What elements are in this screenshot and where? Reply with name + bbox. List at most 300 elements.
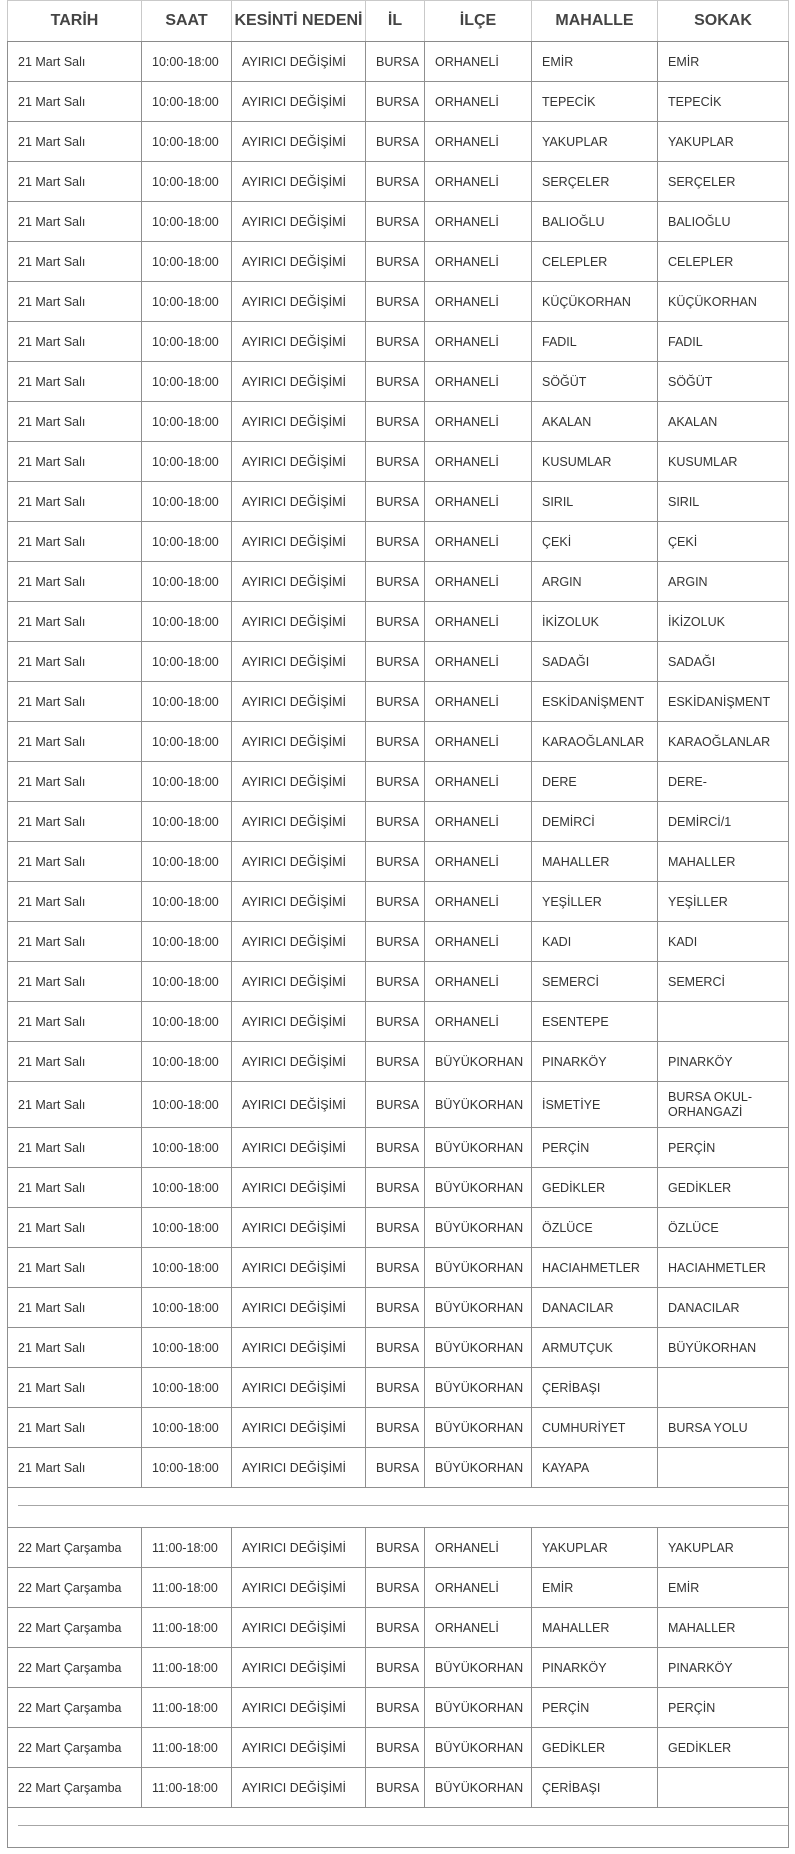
cell-il: BURSA	[366, 1288, 425, 1328]
cell-il: BURSA	[366, 962, 425, 1002]
cell-saat: 10:00-18:00	[142, 282, 232, 322]
cell-tarih: 21 Mart Salı	[8, 962, 142, 1002]
cell-il: BURSA	[366, 162, 425, 202]
cell-il: BURSA	[366, 1528, 425, 1568]
cell-sokak: PERÇİN	[658, 1128, 789, 1168]
cell-saat: 10:00-18:00	[142, 242, 232, 282]
cell-tarih: 21 Mart Salı	[8, 722, 142, 762]
cell-mahalle: EMİR	[532, 42, 658, 82]
cell-sokak: YEŞİLLER	[658, 882, 789, 922]
cell-sokak: PINARKÖY	[658, 1042, 789, 1082]
cell-saat: 10:00-18:00	[142, 322, 232, 362]
cell-sokak: PINARKÖY	[658, 1648, 789, 1688]
cell-saat: 11:00-18:00	[142, 1728, 232, 1768]
cell-il: BURSA	[366, 1368, 425, 1408]
cell-kesinti-nedeni: AYIRICI DEĞİŞİMİ	[232, 1002, 366, 1042]
cell-ilce: ORHANELİ	[425, 442, 532, 482]
cell-mahalle: KUSUMLAR	[532, 442, 658, 482]
cell-saat: 10:00-18:00	[142, 1002, 232, 1042]
cell-mahalle: CUMHURİYET	[532, 1408, 658, 1448]
cell-sokak: GEDİKLER	[658, 1168, 789, 1208]
cell-sokak	[658, 1002, 789, 1042]
table-row	[8, 242, 789, 282]
cell-tarih: 21 Mart Salı	[8, 882, 142, 922]
cell-mahalle: KAYAPA	[532, 1448, 658, 1488]
header-mahalle: MAHALLE	[532, 1, 658, 42]
cell-il: BURSA	[366, 1728, 425, 1768]
cell-ilce: BÜYÜKORHAN	[425, 1208, 532, 1248]
group-separator-cell	[8, 1808, 789, 1848]
cell-tarih: 21 Mart Salı	[8, 1128, 142, 1168]
cell-sokak: DERE-	[658, 762, 789, 802]
header-kesinti-nedeni: KESİNTİ NEDENİ	[232, 1, 366, 42]
cell-il: BURSA	[366, 762, 425, 802]
header-ilce: İLÇE	[425, 1, 532, 42]
cell-mahalle: GEDİKLER	[532, 1728, 658, 1768]
cell-tarih: 21 Mart Salı	[8, 1002, 142, 1042]
separator-line	[18, 1505, 788, 1506]
separator-line	[18, 1825, 788, 1826]
cell-sokak: ARGIN	[658, 562, 789, 602]
cell-tarih: 21 Mart Salı	[8, 442, 142, 482]
table-row	[8, 1688, 789, 1728]
cell-ilce: ORHANELİ	[425, 882, 532, 922]
cell-kesinti-nedeni: AYIRICI DEĞİŞİMİ	[232, 1608, 366, 1648]
cell-tarih: 21 Mart Salı	[8, 1408, 142, 1448]
cell-saat: 11:00-18:00	[142, 1768, 232, 1808]
cell-kesinti-nedeni: AYIRICI DEĞİŞİMİ	[232, 362, 366, 402]
table-row	[8, 682, 789, 722]
table-row	[8, 922, 789, 962]
cell-kesinti-nedeni: AYIRICI DEĞİŞİMİ	[232, 202, 366, 242]
table-row	[8, 562, 789, 602]
cell-saat: 10:00-18:00	[142, 522, 232, 562]
cell-mahalle: SÖĞÜT	[532, 362, 658, 402]
cell-saat: 10:00-18:00	[142, 122, 232, 162]
cell-saat: 10:00-18:00	[142, 642, 232, 682]
cell-ilce: BÜYÜKORHAN	[425, 1368, 532, 1408]
cell-il: BURSA	[366, 562, 425, 602]
cell-ilce: BÜYÜKORHAN	[425, 1248, 532, 1288]
cell-sokak: SÖĞÜT	[658, 362, 789, 402]
cell-mahalle: ESENTEPE	[532, 1002, 658, 1042]
cell-kesinti-nedeni: AYIRICI DEĞİŞİMİ	[232, 1408, 366, 1448]
cell-sokak: TEPECİK	[658, 82, 789, 122]
cell-tarih: 21 Mart Salı	[8, 1288, 142, 1328]
table-row	[8, 522, 789, 562]
cell-tarih: 22 Mart Çarşamba	[8, 1648, 142, 1688]
cell-kesinti-nedeni: AYIRICI DEĞİŞİMİ	[232, 1248, 366, 1288]
cell-mahalle: YAKUPLAR	[532, 1528, 658, 1568]
cell-il: BURSA	[366, 362, 425, 402]
cell-tarih: 21 Mart Salı	[8, 922, 142, 962]
cell-sokak: YAKUPLAR	[658, 1528, 789, 1568]
cell-mahalle: SADAĞI	[532, 642, 658, 682]
cell-ilce: ORHANELİ	[425, 762, 532, 802]
cell-sokak: GEDİKLER	[658, 1728, 789, 1768]
cell-tarih: 22 Mart Çarşamba	[8, 1728, 142, 1768]
cell-tarih: 22 Mart Çarşamba	[8, 1688, 142, 1728]
cell-tarih: 22 Mart Çarşamba	[8, 1528, 142, 1568]
cell-saat: 10:00-18:00	[142, 922, 232, 962]
cell-il: BURSA	[366, 402, 425, 442]
cell-sokak: KUSUMLAR	[658, 442, 789, 482]
cell-saat: 11:00-18:00	[142, 1688, 232, 1728]
cell-tarih: 21 Mart Salı	[8, 282, 142, 322]
cell-ilce: ORHANELİ	[425, 482, 532, 522]
cell-saat: 10:00-18:00	[142, 1248, 232, 1288]
cell-kesinti-nedeni: AYIRICI DEĞİŞİMİ	[232, 162, 366, 202]
cell-il: BURSA	[366, 1768, 425, 1808]
cell-mahalle: PERÇİN	[532, 1688, 658, 1728]
table-row	[8, 1208, 789, 1248]
cell-tarih: 21 Mart Salı	[8, 1328, 142, 1368]
cell-sokak	[658, 1448, 789, 1488]
table-row	[8, 1082, 789, 1128]
cell-saat: 10:00-18:00	[142, 802, 232, 842]
cell-saat: 10:00-18:00	[142, 482, 232, 522]
cell-kesinti-nedeni: AYIRICI DEĞİŞİMİ	[232, 1128, 366, 1168]
cell-kesinti-nedeni: AYIRICI DEĞİŞİMİ	[232, 1328, 366, 1368]
cell-kesinti-nedeni: AYIRICI DEĞİŞİMİ	[232, 1648, 366, 1688]
table-header	[8, 1, 789, 42]
group-separator-row	[8, 1488, 789, 1528]
cell-il: BURSA	[366, 682, 425, 722]
cell-il: BURSA	[366, 442, 425, 482]
cell-mahalle: İKİZOLUK	[532, 602, 658, 642]
cell-tarih: 21 Mart Salı	[8, 602, 142, 642]
cell-mahalle: ÖZLÜCE	[532, 1208, 658, 1248]
cell-kesinti-nedeni: AYIRICI DEĞİŞİMİ	[232, 1448, 366, 1488]
cell-il: BURSA	[366, 842, 425, 882]
table-row	[8, 1042, 789, 1082]
cell-saat: 10:00-18:00	[142, 202, 232, 242]
cell-mahalle: YEŞİLLER	[532, 882, 658, 922]
cell-mahalle: SERÇELER	[532, 162, 658, 202]
cell-mahalle: DEMİRCİ	[532, 802, 658, 842]
cell-mahalle: EMİR	[532, 1568, 658, 1608]
cell-ilce: BÜYÜKORHAN	[425, 1448, 532, 1488]
cell-ilce: ORHANELİ	[425, 402, 532, 442]
cell-kesinti-nedeni: AYIRICI DEĞİŞİMİ	[232, 1728, 366, 1768]
cell-ilce: ORHANELİ	[425, 802, 532, 842]
cell-ilce: ORHANELİ	[425, 242, 532, 282]
cell-saat: 10:00-18:00	[142, 82, 232, 122]
cell-mahalle: HACIAHMETLER	[532, 1248, 658, 1288]
cell-mahalle: İSMETİYE	[532, 1082, 658, 1128]
cell-ilce: ORHANELİ	[425, 522, 532, 562]
cell-tarih: 21 Mart Salı	[8, 402, 142, 442]
cell-sokak: SEMERCİ	[658, 962, 789, 1002]
cell-kesinti-nedeni: AYIRICI DEĞİŞİMİ	[232, 1082, 366, 1128]
cell-saat: 10:00-18:00	[142, 1328, 232, 1368]
table-row	[8, 1128, 789, 1168]
cell-sokak: EMİR	[658, 42, 789, 82]
header-saat: SAAT	[142, 1, 232, 42]
cell-il: BURSA	[366, 802, 425, 842]
cell-mahalle: YAKUPLAR	[532, 122, 658, 162]
cell-ilce: ORHANELİ	[425, 842, 532, 882]
cell-ilce: BÜYÜKORHAN	[425, 1168, 532, 1208]
cell-sokak: HACIAHMETLER	[658, 1248, 789, 1288]
cell-tarih: 21 Mart Salı	[8, 322, 142, 362]
cell-sokak: CELEPLER	[658, 242, 789, 282]
cell-sokak: DEMİRCİ/1	[658, 802, 789, 842]
cell-kesinti-nedeni: AYIRICI DEĞİŞİMİ	[232, 1168, 366, 1208]
header-sokak: SOKAK	[658, 1, 789, 42]
cell-sokak: KARAOĞLANLAR	[658, 722, 789, 762]
cell-saat: 10:00-18:00	[142, 682, 232, 722]
cell-il: BURSA	[366, 1208, 425, 1248]
table-row	[8, 802, 789, 842]
table-row	[8, 1408, 789, 1448]
table-row	[8, 882, 789, 922]
table-row	[8, 1768, 789, 1808]
cell-mahalle: ÇERİBAŞI	[532, 1368, 658, 1408]
table-row	[8, 282, 789, 322]
table-row	[8, 202, 789, 242]
cell-saat: 10:00-18:00	[142, 42, 232, 82]
cell-kesinti-nedeni: AYIRICI DEĞİŞİMİ	[232, 762, 366, 802]
table-row	[8, 1568, 789, 1608]
table-row	[8, 402, 789, 442]
cell-tarih: 21 Mart Salı	[8, 42, 142, 82]
cell-tarih: 21 Mart Salı	[8, 1082, 142, 1128]
cell-saat: 10:00-18:00	[142, 402, 232, 442]
cell-kesinti-nedeni: AYIRICI DEĞİŞİMİ	[232, 42, 366, 82]
cell-kesinti-nedeni: AYIRICI DEĞİŞİMİ	[232, 402, 366, 442]
cell-sokak: ÖZLÜCE	[658, 1208, 789, 1248]
header-tarih: TARİH	[8, 1, 142, 42]
cell-il: BURSA	[366, 482, 425, 522]
cell-tarih: 21 Mart Salı	[8, 482, 142, 522]
cell-ilce: BÜYÜKORHAN	[425, 1128, 532, 1168]
cell-il: BURSA	[366, 1248, 425, 1288]
cell-mahalle: SIRIL	[532, 482, 658, 522]
cell-mahalle: DERE	[532, 762, 658, 802]
cell-sokak: MAHALLER	[658, 1608, 789, 1648]
cell-tarih: 21 Mart Salı	[8, 682, 142, 722]
cell-sokak: FADIL	[658, 322, 789, 362]
table-row	[8, 122, 789, 162]
table-body	[8, 42, 789, 1848]
cell-ilce: ORHANELİ	[425, 682, 532, 722]
cell-saat: 10:00-18:00	[142, 1288, 232, 1328]
cell-il: BURSA	[366, 322, 425, 362]
table-row	[8, 362, 789, 402]
cell-ilce: ORHANELİ	[425, 1002, 532, 1042]
group-separator-row	[8, 1808, 789, 1848]
cell-ilce: BÜYÜKORHAN	[425, 1728, 532, 1768]
table-row	[8, 1288, 789, 1328]
cell-kesinti-nedeni: AYIRICI DEĞİŞİMİ	[232, 1042, 366, 1082]
cell-il: BURSA	[366, 242, 425, 282]
cell-tarih: 21 Mart Salı	[8, 1248, 142, 1288]
cell-kesinti-nedeni: AYIRICI DEĞİŞİMİ	[232, 442, 366, 482]
cell-il: BURSA	[366, 722, 425, 762]
header-row	[8, 1, 789, 42]
cell-tarih: 21 Mart Salı	[8, 1168, 142, 1208]
cell-ilce: BÜYÜKORHAN	[425, 1768, 532, 1808]
table-row	[8, 1608, 789, 1648]
cell-il: BURSA	[366, 1002, 425, 1042]
cell-kesinti-nedeni: AYIRICI DEĞİŞİMİ	[232, 722, 366, 762]
cell-il: BURSA	[366, 1042, 425, 1082]
cell-mahalle: CELEPLER	[532, 242, 658, 282]
table-row	[8, 42, 789, 82]
table-row	[8, 842, 789, 882]
cell-tarih: 21 Mart Salı	[8, 642, 142, 682]
cell-il: BURSA	[366, 202, 425, 242]
table-row	[8, 762, 789, 802]
cell-il: BURSA	[366, 882, 425, 922]
cell-il: BURSA	[366, 922, 425, 962]
cell-mahalle: MAHALLER	[532, 842, 658, 882]
cell-ilce: ORHANELİ	[425, 82, 532, 122]
cell-kesinti-nedeni: AYIRICI DEĞİŞİMİ	[232, 242, 366, 282]
table-row	[8, 1002, 789, 1042]
cell-saat: 11:00-18:00	[142, 1608, 232, 1648]
outage-table-container	[7, 0, 788, 1848]
cell-il: BURSA	[366, 1128, 425, 1168]
cell-kesinti-nedeni: AYIRICI DEĞİŞİMİ	[232, 962, 366, 1002]
cell-ilce: ORHANELİ	[425, 602, 532, 642]
header-il: İL	[366, 1, 425, 42]
cell-ilce: ORHANELİ	[425, 42, 532, 82]
cell-saat: 10:00-18:00	[142, 1168, 232, 1208]
table-row	[8, 482, 789, 522]
cell-saat: 10:00-18:00	[142, 562, 232, 602]
cell-mahalle: KADI	[532, 922, 658, 962]
cell-il: BURSA	[366, 602, 425, 642]
table-row	[8, 1168, 789, 1208]
cell-sokak	[658, 1368, 789, 1408]
cell-tarih: 21 Mart Salı	[8, 1368, 142, 1408]
cell-tarih: 22 Mart Çarşamba	[8, 1568, 142, 1608]
table-row	[8, 1728, 789, 1768]
cell-ilce: BÜYÜKORHAN	[425, 1042, 532, 1082]
table-row	[8, 1328, 789, 1368]
cell-sokak: KÜÇÜKORHAN	[658, 282, 789, 322]
cell-sokak: SIRIL	[658, 482, 789, 522]
cell-sokak: ÇEKİ	[658, 522, 789, 562]
cell-il: BURSA	[366, 122, 425, 162]
cell-mahalle: ÇERİBAŞI	[532, 1768, 658, 1808]
cell-kesinti-nedeni: AYIRICI DEĞİŞİMİ	[232, 602, 366, 642]
cell-mahalle: PINARKÖY	[532, 1042, 658, 1082]
cell-saat: 10:00-18:00	[142, 442, 232, 482]
cell-tarih: 21 Mart Salı	[8, 1448, 142, 1488]
cell-mahalle: MAHALLER	[532, 1608, 658, 1648]
cell-il: BURSA	[366, 1568, 425, 1608]
cell-ilce: ORHANELİ	[425, 562, 532, 602]
cell-saat: 10:00-18:00	[142, 722, 232, 762]
cell-il: BURSA	[366, 642, 425, 682]
cell-il: BURSA	[366, 1448, 425, 1488]
cell-sokak: İKİZOLUK	[658, 602, 789, 642]
cell-il: BURSA	[366, 1688, 425, 1728]
cell-ilce: BÜYÜKORHAN	[425, 1408, 532, 1448]
cell-il: BURSA	[366, 522, 425, 562]
cell-sokak: SADAĞI	[658, 642, 789, 682]
cell-saat: 11:00-18:00	[142, 1528, 232, 1568]
cell-ilce: ORHANELİ	[425, 1568, 532, 1608]
cell-ilce: ORHANELİ	[425, 722, 532, 762]
table-row	[8, 1448, 789, 1488]
cell-sokak: KADI	[658, 922, 789, 962]
cell-kesinti-nedeni: AYIRICI DEĞİŞİMİ	[232, 282, 366, 322]
table-row	[8, 642, 789, 682]
cell-sokak: BALIOĞLU	[658, 202, 789, 242]
cell-il: BURSA	[366, 1328, 425, 1368]
cell-sokak: EMİR	[658, 1568, 789, 1608]
cell-mahalle: GEDİKLER	[532, 1168, 658, 1208]
cell-sokak	[658, 1768, 789, 1808]
cell-kesinti-nedeni: AYIRICI DEĞİŞİMİ	[232, 1768, 366, 1808]
cell-tarih: 21 Mart Salı	[8, 202, 142, 242]
cell-mahalle: ARGIN	[532, 562, 658, 602]
cell-ilce: ORHANELİ	[425, 282, 532, 322]
cell-saat: 10:00-18:00	[142, 842, 232, 882]
cell-sokak: ESKİDANİŞMENT	[658, 682, 789, 722]
cell-kesinti-nedeni: AYIRICI DEĞİŞİMİ	[232, 1528, 366, 1568]
cell-kesinti-nedeni: AYIRICI DEĞİŞİMİ	[232, 642, 366, 682]
cell-kesinti-nedeni: AYIRICI DEĞİŞİMİ	[232, 1288, 366, 1328]
cell-kesinti-nedeni: AYIRICI DEĞİŞİMİ	[232, 682, 366, 722]
cell-sokak: PERÇİN	[658, 1688, 789, 1728]
cell-sokak: SERÇELER	[658, 162, 789, 202]
cell-sokak: MAHALLER	[658, 842, 789, 882]
cell-ilce: BÜYÜKORHAN	[425, 1648, 532, 1688]
cell-ilce: ORHANELİ	[425, 642, 532, 682]
cell-kesinti-nedeni: AYIRICI DEĞİŞİMİ	[232, 82, 366, 122]
cell-mahalle: SEMERCİ	[532, 962, 658, 1002]
cell-mahalle: BALIOĞLU	[532, 202, 658, 242]
cell-kesinti-nedeni: AYIRICI DEĞİŞİMİ	[232, 482, 366, 522]
cell-tarih: 21 Mart Salı	[8, 762, 142, 802]
cell-tarih: 21 Mart Salı	[8, 1042, 142, 1082]
cell-kesinti-nedeni: AYIRICI DEĞİŞİMİ	[232, 922, 366, 962]
cell-saat: 10:00-18:00	[142, 962, 232, 1002]
cell-mahalle: KÜÇÜKORHAN	[532, 282, 658, 322]
cell-mahalle: ARMUTÇUK	[532, 1328, 658, 1368]
cell-ilce: BÜYÜKORHAN	[425, 1082, 532, 1128]
cell-il: BURSA	[366, 42, 425, 82]
cell-mahalle: KARAOĞLANLAR	[532, 722, 658, 762]
cell-kesinti-nedeni: AYIRICI DEĞİŞİMİ	[232, 1208, 366, 1248]
cell-saat: 10:00-18:00	[142, 1208, 232, 1248]
cell-mahalle: PERÇİN	[532, 1128, 658, 1168]
cell-ilce: BÜYÜKORHAN	[425, 1328, 532, 1368]
cell-sokak: BÜYÜKORHAN	[658, 1328, 789, 1368]
cell-kesinti-nedeni: AYIRICI DEĞİŞİMİ	[232, 122, 366, 162]
table-row	[8, 1368, 789, 1408]
cell-sokak: DANACILAR	[658, 1288, 789, 1328]
cell-saat: 10:00-18:00	[142, 1082, 232, 1128]
cell-tarih: 22 Mart Çarşamba	[8, 1768, 142, 1808]
cell-mahalle: ÇEKİ	[532, 522, 658, 562]
cell-il: BURSA	[366, 1168, 425, 1208]
cell-ilce: ORHANELİ	[425, 1528, 532, 1568]
cell-tarih: 21 Mart Salı	[8, 522, 142, 562]
cell-kesinti-nedeni: AYIRICI DEĞİŞİMİ	[232, 1688, 366, 1728]
cell-kesinti-nedeni: AYIRICI DEĞİŞİMİ	[232, 802, 366, 842]
cell-mahalle: TEPECİK	[532, 82, 658, 122]
cell-sokak: YAKUPLAR	[658, 122, 789, 162]
cell-tarih: 22 Mart Çarşamba	[8, 1608, 142, 1648]
cell-saat: 10:00-18:00	[142, 762, 232, 802]
cell-il: BURSA	[366, 1082, 425, 1128]
